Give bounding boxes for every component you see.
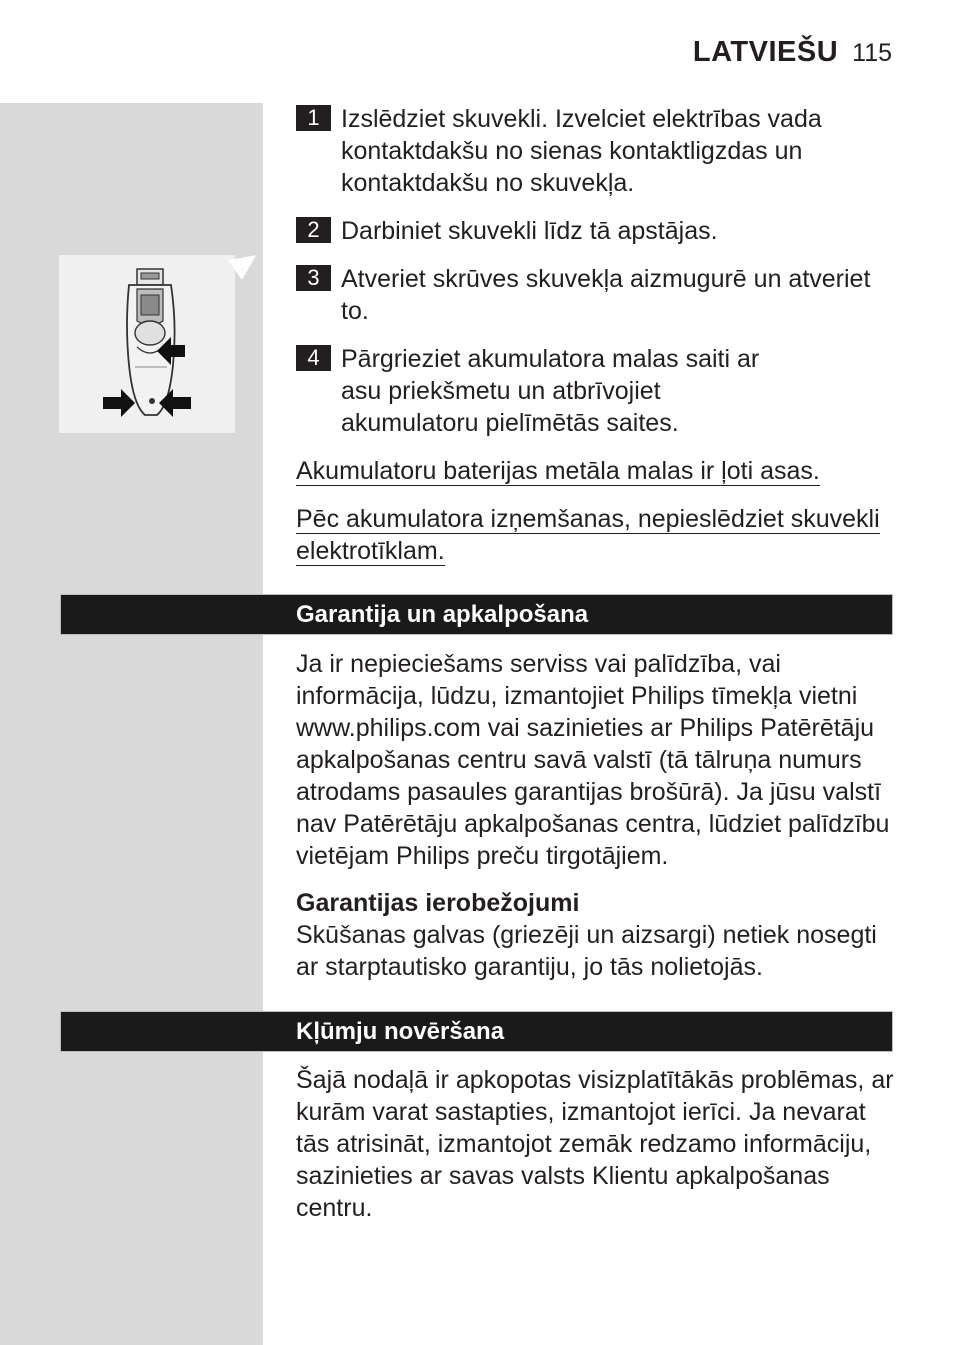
troubleshooting-paragraph — [296, 1064, 896, 1224]
step-2 — [296, 215, 876, 247]
warranty-text-start: Ja ir nepieciešams serviss vai palīdzība, vai informācija, lūdzu, izmantojiet Philips tīmekļa vietni — [296, 650, 858, 710]
section-title: Kļūmju novēršana — [296, 1018, 505, 1045]
page-header — [693, 36, 892, 72]
step-number-badge: 4 — [296, 345, 331, 371]
step-number-badge: 3 — [296, 265, 331, 291]
step-text: Darbiniet skuvekli līdz tā apstājas. — [341, 217, 718, 245]
warning-do-not-connect — [296, 503, 894, 567]
shaver-illustration — [59, 255, 235, 433]
step-text: Atveriet skrūves skuvekļa aizmugurē un atveriet to. — [341, 265, 871, 325]
page-number: 115 — [852, 39, 892, 67]
step-3 — [296, 263, 876, 327]
warranty-limits-text: Skūšanas galvas (griezēji un aizsargi) netiek nosegti ar starptautisko garantiju, jo tās nolietojās. — [296, 921, 877, 981]
warning-sharp-edges — [296, 455, 894, 487]
warning-text: Akumulatoru baterijas metāla malas ir ļoti asas. — [296, 457, 820, 485]
warranty-limits — [296, 887, 896, 983]
shaver-back-icon — [59, 255, 235, 433]
philips-website-link[interactable]: www.philips.com — [296, 714, 481, 742]
section-header-troubleshooting — [60, 1011, 893, 1052]
warranty-limits-title: Garantijas ierobežojumi — [296, 889, 580, 917]
warning-text: Pēc akumulatora izņemšanas, nepieslēdziet skuvekli elektrotīklam. — [296, 505, 880, 565]
section-header-warranty — [60, 594, 893, 635]
step-1 — [296, 103, 876, 199]
step-text: Izslēdziet skuvekli. Izvelciet elektrības vada kontaktdakšu no sienas kontaktligzdas un kontaktdakšu no skuvekļa. — [341, 105, 822, 197]
language-title: LATVIEŠU — [692, 36, 839, 68]
step-text: Pārgrieziet akumulatora malas saiti ar asu priekšmetu un atbrīvojiet akumulatoru pielīmētās saites. — [341, 345, 760, 437]
step-number-badge: 2 — [296, 217, 331, 243]
step-number-badge: 1 — [296, 105, 331, 131]
troubleshooting-text: Šajā nodaļā ir apkopotas visizplatītākās problēmas, ar kurām varat sastapties, izmantojot ierīci. Ja nevarat tās atrisināt, izmantojot zemāk redzamo informāciju, sazinieties ar savas valsts Klientu apkalpošanas centru. — [296, 1066, 894, 1222]
warranty-paragraph — [296, 648, 896, 872]
warranty-text-end: vai sazinieties ar Philips Patērētāju apkalpošanas centru savā valstī (tā tālruņa numurs atrodams pasaules garantijas brošūrā). Ja jūsu valstī nav Patērētāju apkalpošanas centra, lūdziet palīdzību vietējam Philips preču tirgotājiem. — [296, 714, 890, 870]
step-4 — [296, 343, 766, 439]
section-title: Garantija un apkalpošana — [296, 601, 589, 628]
